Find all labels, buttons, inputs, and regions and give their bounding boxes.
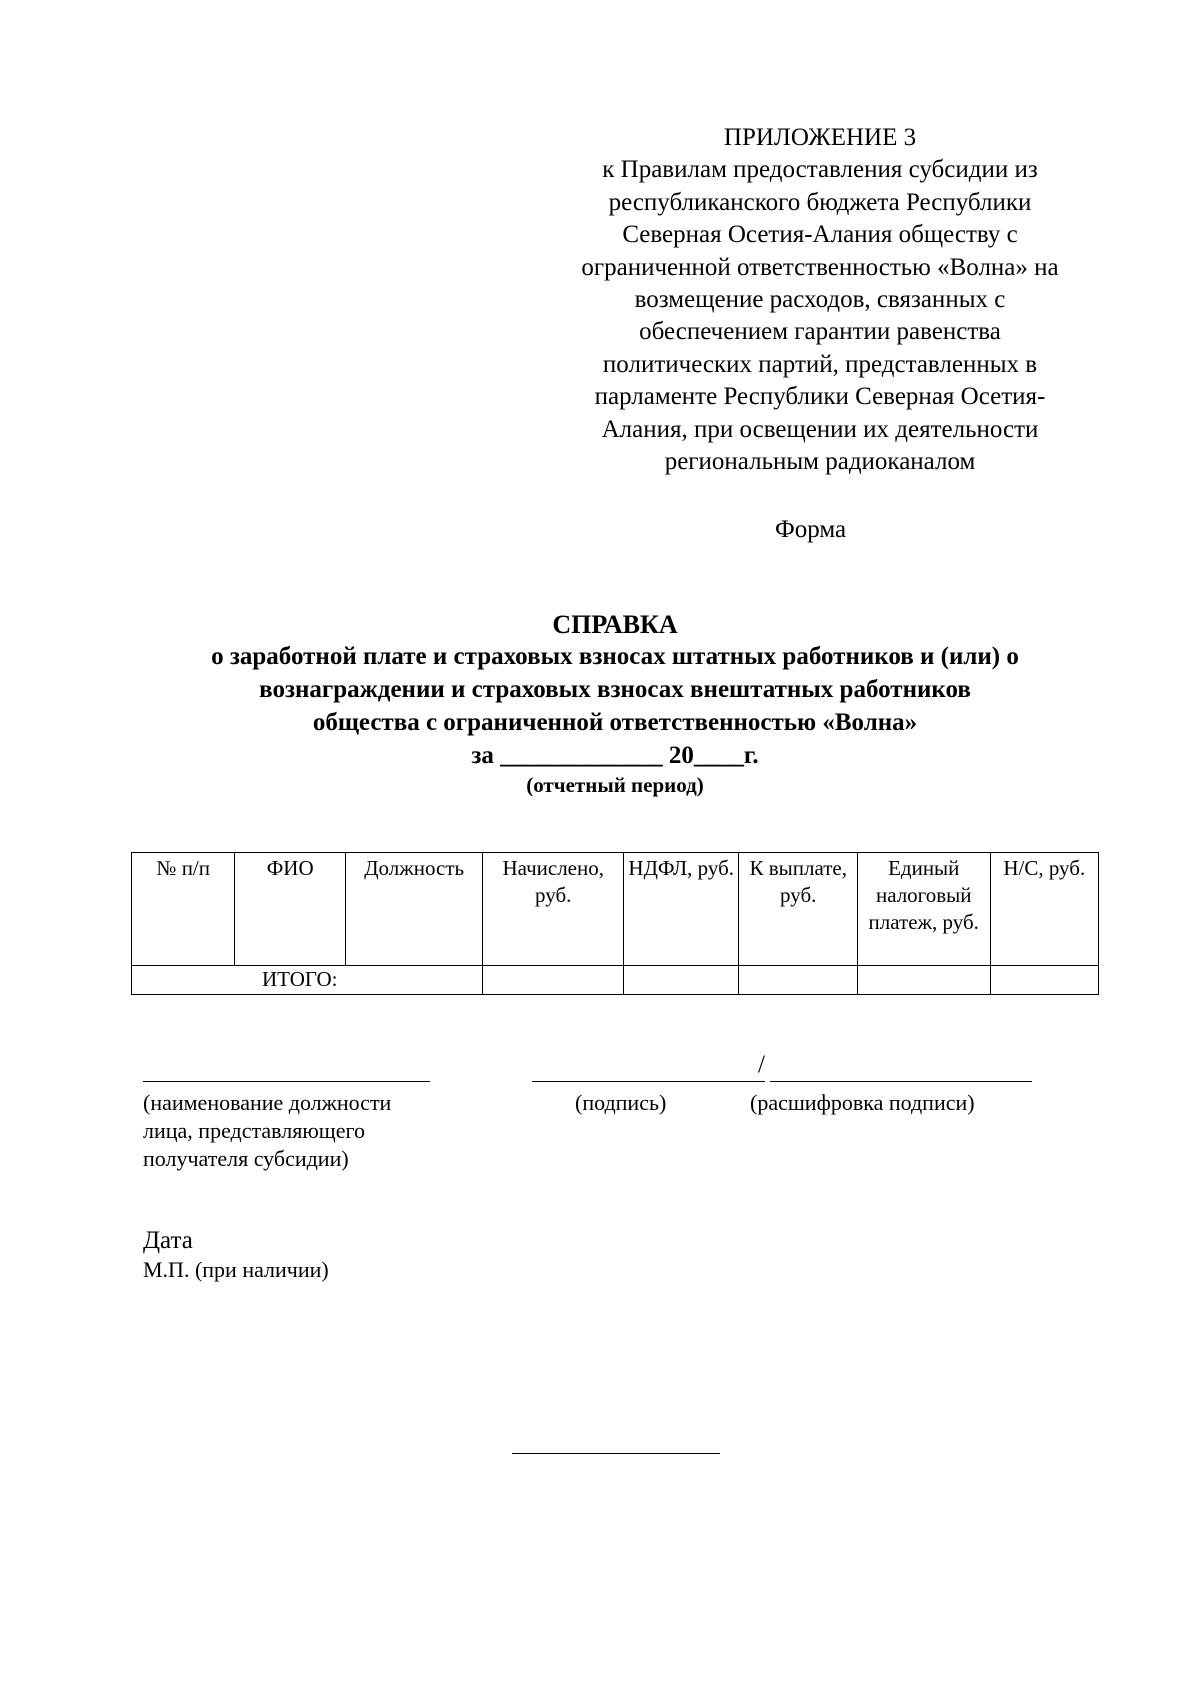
appendix-header (540, 122, 1100, 478)
col-header-payout: К выплате, руб. (739, 853, 857, 966)
col-header-ndfl: НДФЛ, руб. (624, 853, 739, 966)
decoding-signature-line (770, 1081, 1032, 1082)
stamp-label: М.П. (при наличии) (143, 1257, 329, 1282)
appendix-line: Алания, при освещении их деятельности (601, 415, 1039, 443)
footer-separator-line (512, 1453, 720, 1454)
position-caption: (наименование должности лица, представляющего получателя субсидии) (143, 1090, 392, 1171)
title-line: общества с ограниченной ответственностью «Волна» (312, 709, 918, 736)
total-cell (483, 966, 624, 995)
appendix-line: региональным радиоканалом (664, 448, 976, 476)
document-title: СПРАВКА (552, 610, 678, 639)
total-cell (857, 966, 990, 995)
col-header-name: ФИО (235, 853, 345, 966)
table-total-row (132, 966, 1099, 995)
document-title-block (100, 610, 1130, 798)
signature-slash: / (758, 1051, 765, 1078)
form-label: Форма (775, 516, 847, 543)
signature-caption: (подпись) (575, 1090, 667, 1115)
signature-line (532, 1081, 765, 1082)
appendix-line: к Правилам предоставления субсидии из (602, 156, 1038, 184)
appendix-line: Северная Осетия-Алания обществу с (622, 221, 1018, 249)
appendix-line: возмещение расходов, связанных с (634, 286, 1006, 314)
total-cell (739, 966, 857, 995)
period-line: за _____________ 20____г. (471, 742, 759, 769)
col-header-number: № п/п (132, 853, 235, 966)
total-label: ИТОГО: (132, 966, 483, 995)
appendix-line: политических партий, представленных в (602, 350, 1038, 378)
col-header-unified-tax: Единый налоговый платеж, руб. (857, 853, 990, 966)
title-line: о заработной плате и страховых взносах штатных работников и (или) о (211, 643, 1019, 670)
total-cell (624, 966, 739, 995)
col-header-ns: Н/С, руб. (990, 853, 1098, 966)
decoding-caption: (расшифровка подписи) (750, 1090, 975, 1115)
title-line: вознаграждении и страховых взносах внештатных работников (259, 676, 971, 703)
appendix-line: ограниченной ответственностью «Волна» на (581, 253, 1059, 281)
total-cell (990, 966, 1098, 995)
table-header-row (132, 853, 1099, 966)
report-table (131, 852, 1099, 995)
period-note: (отчетный период) (526, 773, 704, 797)
appendix-line: республиканского бюджета Республики (608, 188, 1032, 216)
appendix-line: парламенте Республики Северная Осетия- (594, 383, 1046, 411)
position-signature-line (143, 1081, 430, 1082)
appendix-line: обеспечением гарантии равенства (639, 318, 1001, 346)
col-header-position: Должность (345, 853, 483, 966)
date-label: Дата (143, 1227, 193, 1254)
appendix-title: ПРИЛОЖЕНИЕ 3 (723, 124, 917, 151)
col-header-accrued: Начислено, руб. (483, 853, 624, 966)
